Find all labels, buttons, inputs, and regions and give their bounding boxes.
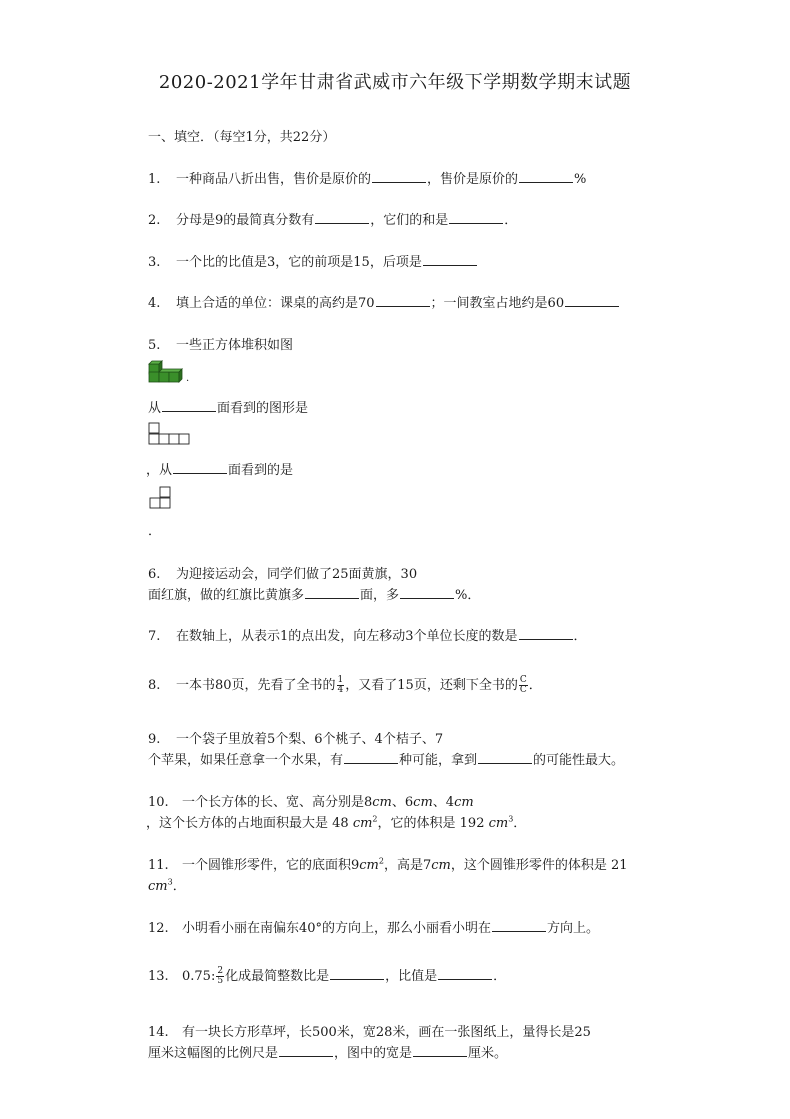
- question-number: 5.: [148, 338, 161, 353]
- question-text: 的可能性最大。: [533, 753, 625, 768]
- answer-blank[interactable]: [315, 211, 369, 224]
- question-number: 13.: [148, 969, 169, 984]
- question-text: 面看到的是: [228, 463, 294, 478]
- answer-blank[interactable]: [344, 751, 398, 764]
- question-number: 3.: [148, 255, 161, 270]
- question-text: 在数轴上，从表示1的点出发，向左移动3个单位长度的数是: [176, 629, 518, 644]
- question-text: 种可能，拿到: [399, 753, 478, 768]
- question-text: 面，多: [360, 588, 400, 603]
- question-text: 有一块长方形草坪，长500米，宽28米，画在一张图纸上，量得长是25: [182, 1025, 591, 1040]
- question-text: ，又看了15页，还剩下全书的: [345, 678, 518, 693]
- question-2: [148, 209, 517, 228]
- answer-blank[interactable]: [376, 294, 430, 307]
- question-6: [148, 563, 417, 582]
- section-heading-text: 一、填空．（每空1分，共22分）: [148, 130, 336, 145]
- question-text: ．: [493, 969, 507, 984]
- question-number: 11.: [148, 858, 169, 873]
- question-text: %: [574, 172, 587, 187]
- unit-cm: cm: [488, 816, 509, 831]
- question-text: ．: [172, 879, 186, 894]
- question-5-line-c: [146, 459, 293, 478]
- question-number: 10.: [148, 795, 169, 810]
- superscript: 2: [372, 814, 378, 824]
- fraction-denominator: 4: [337, 685, 344, 695]
- question-14-line-b: [148, 1042, 507, 1061]
- question-text: ．: [528, 678, 542, 693]
- question-text: 分母是9的最简真分数有: [176, 213, 315, 228]
- question-number: 12.: [148, 921, 169, 936]
- answer-blank[interactable]: [305, 586, 359, 599]
- question-5: [148, 334, 293, 353]
- question-text: 为迎接运动会，同学们做了25面黄旗，30: [176, 567, 418, 582]
- question-text: 一个长方体的长、宽、高分别是8: [182, 795, 373, 810]
- question-9-line-b: [148, 749, 624, 768]
- cube-stack-figure: [148, 360, 200, 388]
- question-text: 0.75:: [182, 969, 216, 984]
- answer-blank[interactable]: [565, 294, 619, 307]
- question-text: 化成最简整数比是: [225, 969, 330, 984]
- question-6-line-b: [148, 584, 480, 603]
- fraction-numerator: 1: [337, 675, 344, 685]
- fraction-one-quarter: [337, 676, 345, 695]
- question-text: ．: [148, 524, 162, 539]
- question-text: ，比值是: [385, 969, 438, 984]
- question-number: 4.: [148, 296, 161, 311]
- unit-cm: cm: [413, 795, 433, 810]
- question-text: ，高是7: [383, 858, 432, 873]
- view-figure-2: [148, 486, 174, 514]
- question-text: ，从: [146, 463, 173, 478]
- fraction-denominator: C: [519, 685, 527, 695]
- question-text: ，图中的宽是: [334, 1046, 413, 1061]
- question-text: 方向上。: [547, 921, 600, 936]
- question-text: ，这个长方体的占地面积最大是 48: [146, 816, 353, 831]
- answer-blank[interactable]: [279, 1044, 333, 1057]
- question-10: [148, 791, 474, 810]
- answer-blank[interactable]: [449, 211, 503, 224]
- unit-cm: cm: [372, 795, 392, 810]
- grid-view-icon: [148, 486, 174, 510]
- question-text: 一种商品八折出售，售价是原价的: [176, 172, 372, 187]
- unit-cm: cm: [359, 858, 379, 873]
- question-text: ，这个圆锥形零件的体积是 21: [450, 858, 628, 873]
- figure-dot: .: [186, 373, 190, 384]
- fraction-denominator: 5: [217, 976, 224, 986]
- grid-view-icon: [148, 422, 192, 446]
- unit-cm: cm: [352, 816, 373, 831]
- answer-blank[interactable]: [492, 919, 546, 932]
- question-text: 填上合适的单位：课桌的高约是70: [176, 296, 375, 311]
- question-text: ．: [504, 213, 518, 228]
- answer-blank[interactable]: [519, 627, 573, 640]
- question-number: 2.: [148, 213, 161, 228]
- question-12: [148, 917, 599, 936]
- unit-cm: cm: [431, 858, 451, 873]
- section-heading: [148, 126, 335, 145]
- question-text: ．: [513, 816, 527, 831]
- question-text: 厘米。: [468, 1046, 508, 1061]
- question-1: [148, 168, 586, 187]
- question-text: 一本书80页，先看了全书的: [176, 678, 336, 693]
- fraction-placeholder: [519, 676, 528, 695]
- question-5-line-b: [148, 397, 308, 416]
- question-4: [148, 292, 620, 311]
- unit-cm: cm: [454, 795, 474, 810]
- question-text: ，售价是原价的: [427, 172, 519, 187]
- answer-blank[interactable]: [162, 399, 216, 412]
- question-text: 一个袋子里放着5个梨、6个桃子、4个桔子、7: [176, 732, 444, 747]
- question-text: 小明看小丽在南偏东40°的方向上，那么小丽看小明在: [182, 921, 492, 936]
- answer-blank[interactable]: [423, 253, 477, 266]
- question-text: 一些正方体堆积如图: [176, 338, 294, 353]
- page-title: 2020-2021学年甘肃省武威市六年级下学期数学期末试题: [158, 72, 632, 93]
- superscript: 2: [378, 856, 384, 866]
- question-text: 从: [148, 401, 162, 416]
- question-11: [148, 854, 628, 873]
- question-7: [148, 625, 587, 644]
- question-8: [148, 674, 542, 695]
- question-text: ．: [573, 629, 587, 644]
- answer-blank[interactable]: [330, 967, 384, 980]
- question-number: 6.: [148, 567, 161, 582]
- question-text: 厘米这幅图的比例尺是: [148, 1046, 279, 1061]
- answer-blank[interactable]: [413, 1044, 467, 1057]
- superscript: 3: [167, 877, 173, 887]
- answer-blank[interactable]: [372, 170, 426, 183]
- fraction-two-fifths: [216, 967, 224, 986]
- question-text: 、6: [391, 795, 414, 810]
- fraction-numerator: 2: [217, 966, 224, 976]
- question-14: [148, 1021, 591, 1040]
- question-number: 9.: [148, 732, 161, 747]
- question-text: 一个比的比值是3，它的前项是15，后项是: [176, 255, 422, 270]
- answer-blank[interactable]: [400, 586, 454, 599]
- question-text: %．: [455, 588, 481, 603]
- question-number: 1.: [148, 172, 161, 187]
- question-11-line-b: [148, 875, 186, 894]
- fraction-numerator: C: [519, 675, 527, 685]
- question-text: 个苹果，如果任意拿一个水果，有: [148, 753, 344, 768]
- question-text: 面看到的图形是: [217, 401, 309, 416]
- question-number: 8.: [148, 678, 161, 693]
- answer-blank[interactable]: [438, 967, 492, 980]
- answer-blank[interactable]: [478, 751, 532, 764]
- question-text: 面红旗，做的红旗比黄旗多: [148, 588, 305, 603]
- superscript: 3: [508, 814, 514, 824]
- answer-blank[interactable]: [173, 461, 227, 474]
- question-number: 14.: [148, 1025, 169, 1040]
- question-text: ；一间教室占地约是60: [430, 296, 565, 311]
- question-text: 一个圆锥形零件，它的底面积9: [182, 858, 360, 873]
- question-number: 7.: [148, 629, 161, 644]
- question-13: [148, 965, 506, 986]
- answer-blank[interactable]: [519, 170, 573, 183]
- question-3: [148, 251, 478, 270]
- question-text: 、4: [432, 795, 455, 810]
- unit-cm: cm: [148, 879, 168, 894]
- question-5-end: [148, 520, 161, 539]
- cube-stack-icon: [148, 360, 200, 384]
- view-figure-1: [148, 422, 192, 450]
- question-text: ，它们的和是: [370, 213, 449, 228]
- question-9: [148, 728, 443, 747]
- question-10-line-b: [146, 812, 526, 831]
- question-text: ，它的体积是 192: [377, 816, 489, 831]
